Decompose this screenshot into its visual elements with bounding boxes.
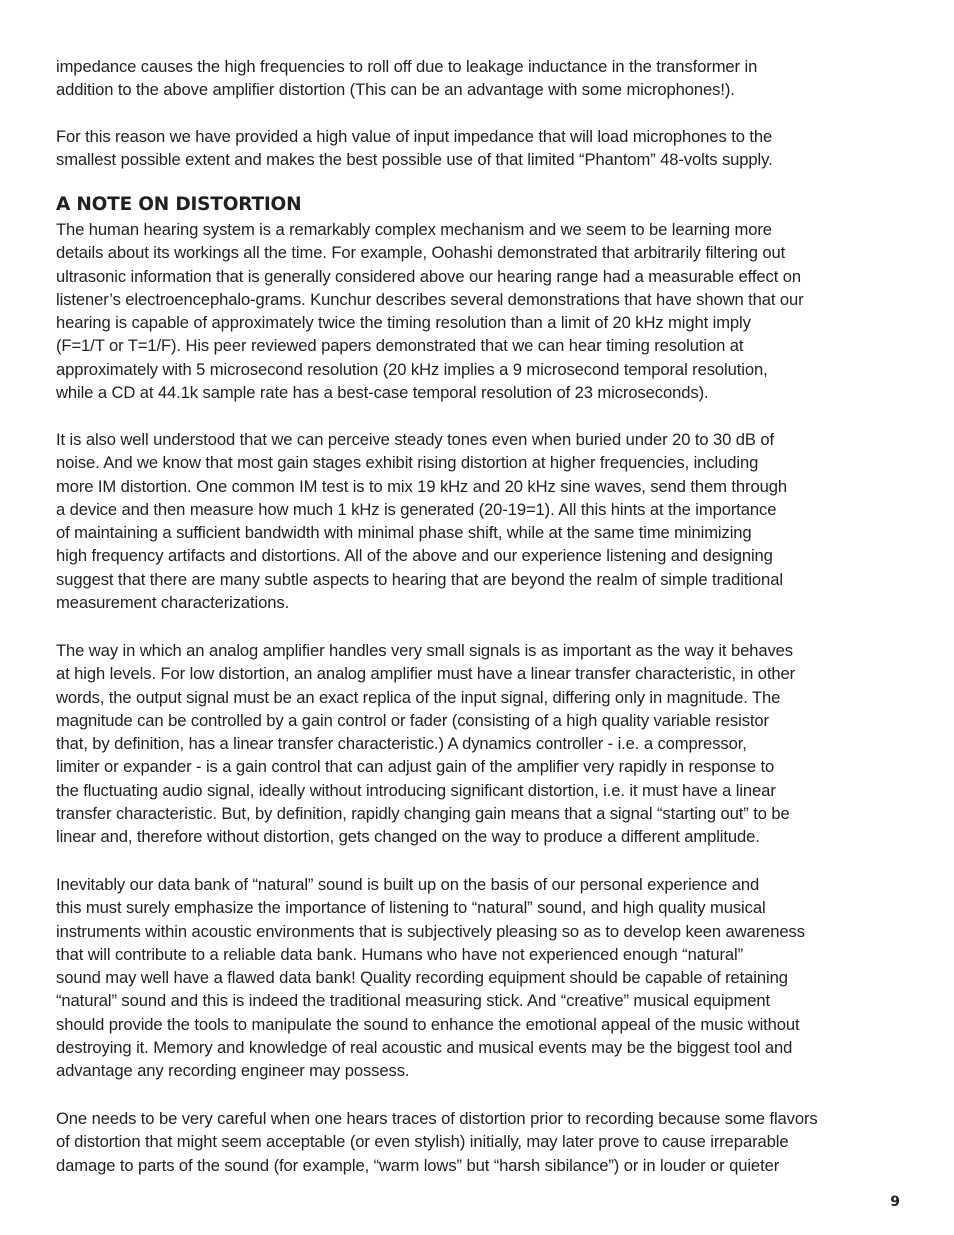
body-paragraph-analog-amplifier: The way in which an analog amplifier handles very small signals is as important as the way it behaves at high levels. For low distortion, an analog amplifier must have a linear transfer characteristic, in other words, the output signal must be an exact replica of the input signal, differing only in magnitude. The magnitude can be controlled by a gain control or fader (consisting of a high quality variable resistor that, by definition, has a linear transfer characteristic.) A dynamics controller - i.e. a compressor, limiter or expander - is a gain control that can adjust gain of the amplifier very rapidly in response to the fluctuating audio signal, ideally without introducing significant distortion, i.e. it must have a linear transfer characteristic. But, by definition, rapidly changing gain means that a signal “starting out” to be linear and, therefore without distortion, gets changed on the way to produce a different amplitude. xyxy=(56,641,796,847)
body-paragraph-steady-tones: It is also well understood that we can perceive steady tones even when buried under 20 to 30 dB of noise. And we know that most gain stages exhibit rising distortion at higher frequencies, including more IM distortion. One common IM test is to mix 19 kHz and 20 kHz sine waves, send them through a device and then measure how much 1 kHz is generated (20-19=1). All this hints at the importance of maintaining a sufficient bandwidth with minimal phase shift, while at the same time minimizing high frequency artifacts and distortions. All of the above and our experience listening and designing suggest that there are many subtle aspects to hearing that are beyond the realm of simple traditional measurement characterizations. xyxy=(56,430,787,613)
section-heading-distortion: A NOTE ON DISTORTION xyxy=(56,194,302,215)
body-paragraph-hearing-system: The human hearing system is a remarkably complex mechanism and we seem to be learning more details about its workings all the time. For example, Oohashi demonstrated that arbitrarily filtering out ultrasonic information that is generally considered above our hearing range had a measurable effect on listener’s electroencephalo-grams. Kunchur describes several demonstrations that have shown that our hearing is capable of approximately twice the timing resolution than a limit of 20 kHz might imply (F=1/T or T=1/F). His peer reviewed papers demonstrated that we can hear timing resolution at approximately with 5 microsecond resolution (20 kHz implies a 9 microsecond temporal resolution, while a CD at 44.1k sample rate has a best-case temporal resolution of 23 microseconds). xyxy=(56,220,804,403)
body-paragraph-impedance: impedance causes the high frequencies to roll off due to leakage inductance in the transformer in addition to the above amplifier distortion (This can be an advantage with some microphones!). xyxy=(56,57,758,100)
body-paragraph-careful-recording: One needs to be very careful when one hears traces of distortion prior to recording because some flavors of distortion that might seem acceptable (or even stylish) initially, may later prove to cause irreparable damage to parts of the sound (for example, “warm lows” but “harsh sibilance”) or in louder or quieter xyxy=(56,1109,818,1175)
body-paragraph-natural-sound: Inevitably our data bank of “natural” sound is built up on the basis of our personal experience and this must surely emphasize the importance of listening to “natural” sound, and high quality musical instruments within acoustic environments that is subjectively pleasing so as to develop keen awareness that will contribute to a reliable data bank. Humans who have not experienced enough “natural” sound may well have a flawed data bank! Quality recording equipment should be capable of retaining “natural” sound and this is indeed the traditional measuring stick. And “creative” musical equipment should provide the tools to manipulate the sound to enhance the emotional appeal of the music without destroying it. Memory and knowledge of real acoustic and musical events may be the biggest tool and advantage any recording engineer may possess. xyxy=(56,875,805,1081)
page-number: 9 xyxy=(890,1194,900,1210)
body-paragraph-input-impedance: For this reason we have provided a high value of input impedance that will load microphones to the smallest possible extent and makes the best possible use of that limited “Phantom” 48-volts supply. xyxy=(56,127,773,170)
